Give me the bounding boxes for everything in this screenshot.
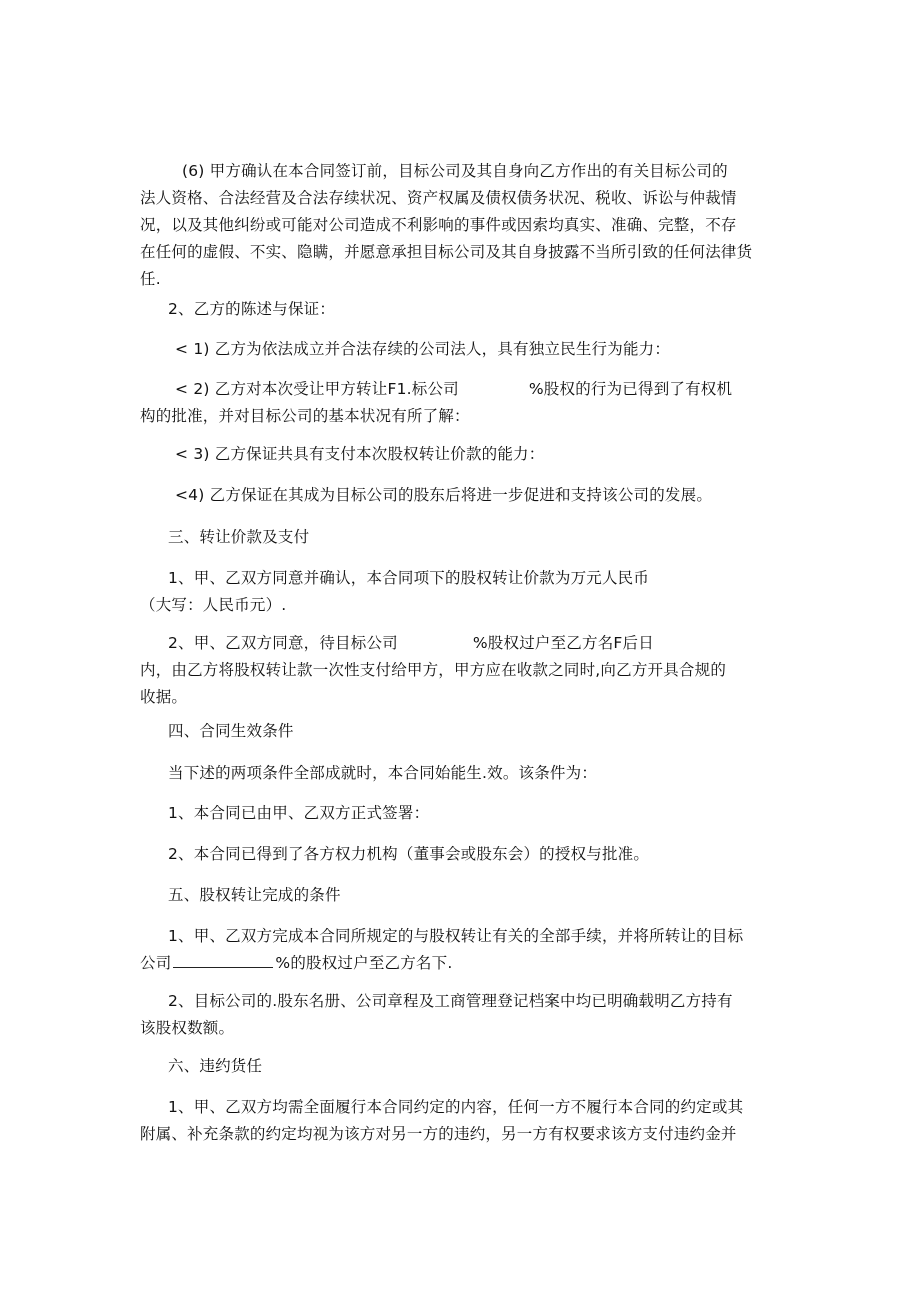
text-line: 附属、补充条款的约定均视为该方对另一方的违约，另一方有权要求该方支付违约金并 <box>140 1125 737 1143</box>
paragraph-conditions-intro <box>140 760 790 787</box>
text-line: 法人资格、合法经营及合法存续状况、资产权属及债权债务状况、税收、诉讼与仲裁情 <box>140 189 737 207</box>
paragraph-b1 <box>140 336 790 363</box>
text-line: 况，以及其他纠纷或可能对公司造成不利影响的事件或因索均真实、准确、完整，不存 <box>140 216 737 234</box>
text-line: （大写：人民币元）. <box>140 596 287 614</box>
text-line: 2、本合同已得到了各方权力机构（董事会或股东会）的授权与批准。 <box>168 845 650 863</box>
section-heading-price <box>140 524 790 551</box>
text-line <box>140 630 790 657</box>
text-line: <4) 乙方保证在其成为目标公司的股东后将进一步促进和支持该公司的发展。 <box>175 486 713 504</box>
text-line: 1、甲、乙双方均需全面履行本合同约定的内容，任何一方不履行本合同的约定或其 <box>168 1098 744 1116</box>
text-fragment: 公司 <box>140 954 172 972</box>
text-line: 当下述的两项条件全部成就时，本合同始能生.效。该条件为： <box>168 764 598 782</box>
text-line: 三、转让价款及支付 <box>168 528 310 546</box>
section-heading-effective <box>140 718 790 745</box>
text-line: 五、股权转让完成的条件 <box>168 886 341 904</box>
text-line: 构的批准，并对目标公司的基本状况有所了解： <box>140 407 470 425</box>
text-line: 2、乙方的陈述与保证： <box>168 300 336 318</box>
section-heading-breach <box>140 1053 790 1080</box>
paragraph-breach-1 <box>140 1094 790 1148</box>
text-line: 1、甲、乙双方同意并确认，本合同项下的股权转让价款为万元人民币 <box>168 569 650 587</box>
paragraph-price-2 <box>140 630 790 711</box>
text-fragment: %股权的行为已得到了有权机 <box>528 380 733 398</box>
text-fragment: %的股权过户至乙方名下. <box>275 954 453 972</box>
text-line: 内，由乙方将股权转让款一次性支付给甲方，甲方应在收款之同时,向乙方开具合规的 <box>140 661 727 679</box>
text-line: 1、甲、乙双方完成本合同所规定的与股权转让有关的全部手续，并将所转让的目标 <box>168 927 744 945</box>
paragraph-6 <box>140 158 790 293</box>
blank-underline <box>173 951 273 968</box>
text-line: 任. <box>140 270 161 288</box>
paragraph-condition-2 <box>140 841 790 868</box>
text-line: 在任何的虚假、不实、隐瞒，并愿意承担目标公司及其自身披露不当所引致的任何法律货 <box>140 243 753 261</box>
text-fragment: < 2) 乙方对本次受让甲方转让F1.标公司 <box>175 380 459 398</box>
text-line: < 1) 乙方为依法成立并合法存续的公司法人，具有独立民生行为能力： <box>175 340 671 358</box>
section-heading-completion <box>140 882 790 909</box>
text-line: 四、合同生效条件 <box>168 722 294 740</box>
text-line: 2、目标公司的.股东名册、公司章程及工商管理登记档案中均已明确载明乙方持有 <box>168 992 733 1010</box>
paragraph-b4 <box>140 482 790 509</box>
section-heading-party-b <box>140 296 790 323</box>
text-fragment: %股权过户至乙方名F后日 <box>472 634 654 652</box>
paragraph-condition-1 <box>140 800 790 827</box>
text-line: 1、本合同已由甲、乙双方正式签署： <box>168 804 430 822</box>
paragraph-b2 <box>140 376 790 430</box>
paragraph-price-1 <box>140 565 790 619</box>
text-line: < 3) 乙方保证共具有支付本次股权转让价款的能力： <box>175 445 545 463</box>
text-line <box>140 950 790 977</box>
text-fragment: 2、甲、乙双方同意，待目标公司 <box>168 634 398 652</box>
paragraph-b3 <box>140 441 790 468</box>
paragraph-completion-2 <box>140 988 790 1042</box>
text-line <box>140 376 790 403</box>
text-line: (6) 甲方确认在本合同签订前，目标公司及其自身向乙方作出的有关目标公司的 <box>182 162 728 180</box>
text-line: 该股权数额。 <box>140 1019 235 1037</box>
paragraph-completion-1 <box>140 923 790 977</box>
text-line: 收据。 <box>140 688 188 706</box>
text-line: 六、违约货任 <box>168 1057 263 1075</box>
